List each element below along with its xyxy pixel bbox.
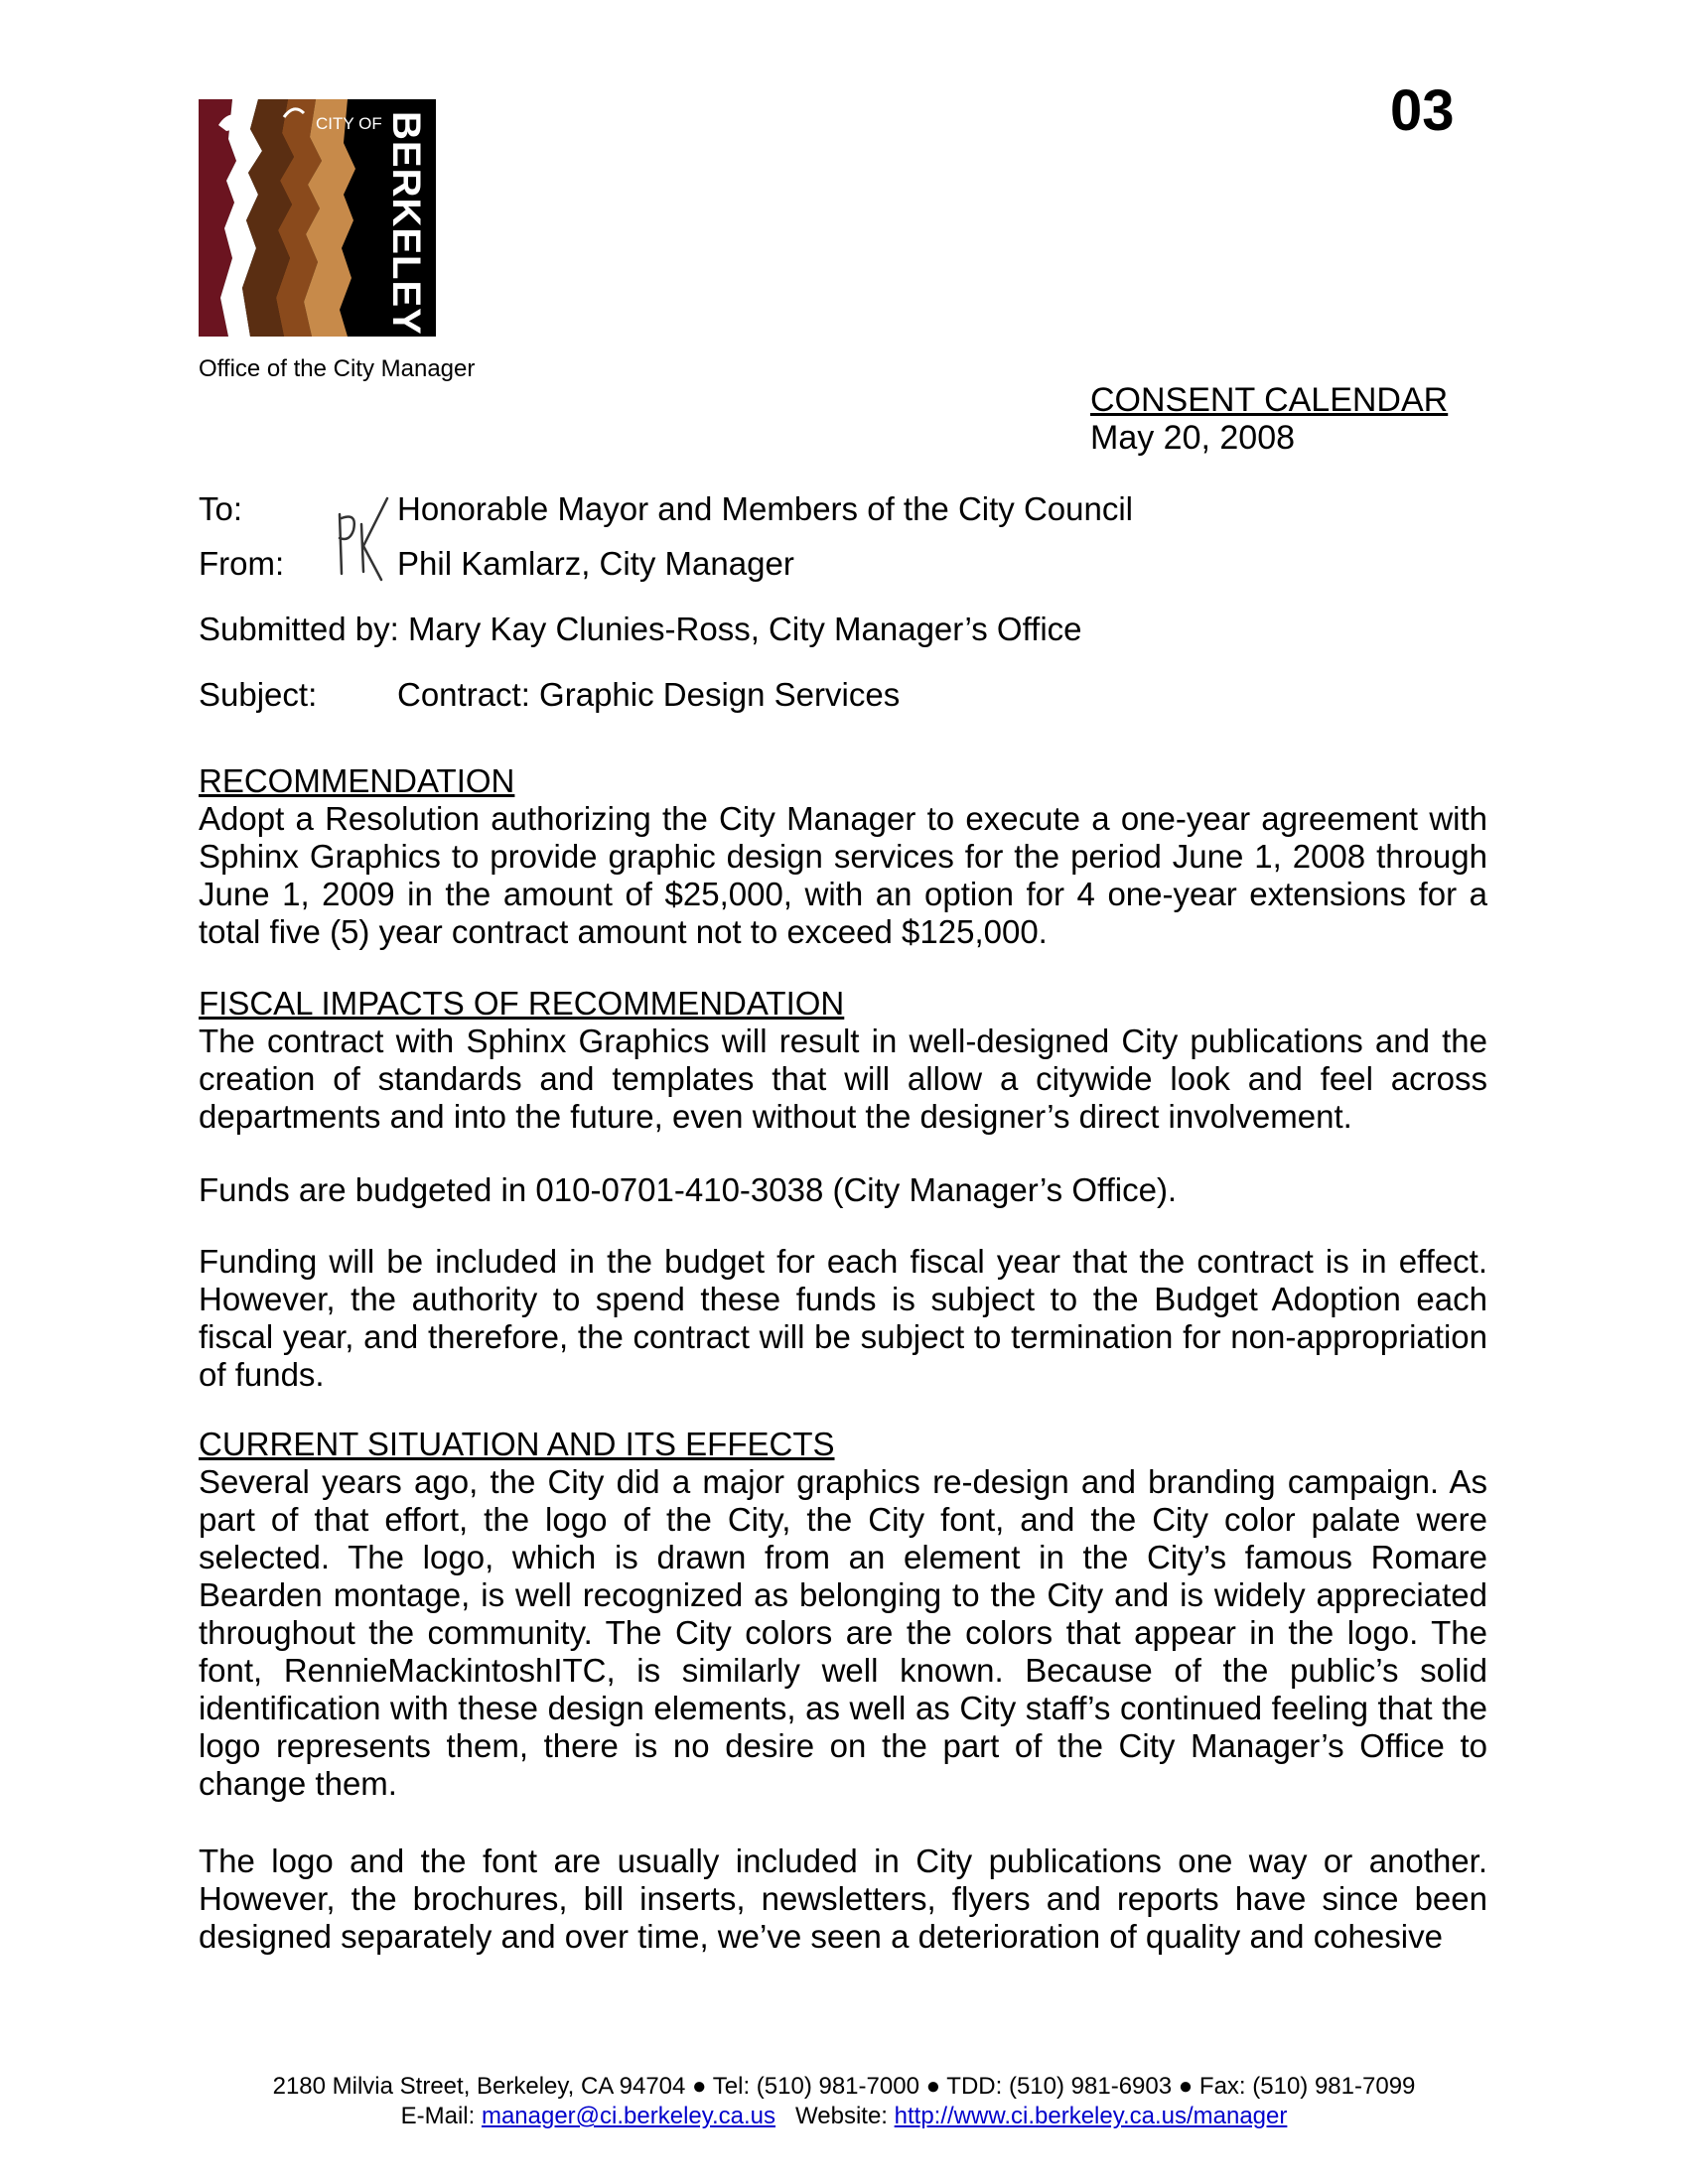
logo-text-large: BERKELEY: [384, 111, 428, 336]
footer-website-link[interactable]: http://www.ci.berkeley.ca.us/manager: [894, 2103, 1288, 2129]
current-situation-text: Several years ago, the City did a major graphics re-design and branding campaign. As part of that effort, the logo of the City, the City font, and the City color palate were selected. The logo, which is drawn from an element in the City’s famous Romare Bearden montage, is well recognized as belonging to the City and is widely appreciated throughout the community. The City colors are the colors that appear in the logo. The font, RennieMackintoshITC, is similarly well known. Because of the public’s solid identification with these design elements, as well as City staff’s continued feeling that the logo represents them, there is no desire on the part of the City Manager’s Office to change them.: [199, 1463, 1487, 1802]
recommendation-section: [199, 762, 1487, 951]
footer-email-label: E-Mail:: [400, 2103, 476, 2129]
footer-email-link[interactable]: manager@ci.berkeley.ca.us: [481, 2103, 776, 2129]
consent-date: May 20, 2008: [1090, 419, 1296, 457]
to-value: Honorable Mayor and Members of the City Council: [397, 490, 1134, 527]
footer: [0, 2072, 1688, 2131]
office-name: Office of the City Manager: [199, 355, 476, 382]
footer-website-label: Website:: [795, 2103, 888, 2129]
funding-paragraph: Funding will be included in the budget for each fiscal year that the contract is in effect. However, the authority to spend these funds is subject to the Budget Adoption each fiscal year, and therefore, the contract will be subject to termination for non-appropriation of funds.: [199, 1243, 1487, 1393]
recommendation-text: Adopt a Resolution authorizing the City Manager to execute a one-year agreement with Sphinx Graphics to provide graphic design services for the period June 1, 2008 through June 1, 2009 in the amount of $25,000, with an option for 4 one-year extensions for a total five (5) year contract amount not to exceed $125,000.: [199, 800, 1487, 950]
to-key: To:: [199, 490, 243, 527]
footer-contact: [0, 2102, 1688, 2131]
recommendation-heading: RECOMMENDATION: [199, 762, 515, 799]
from-key: From:: [199, 545, 285, 582]
funds-paragraph: Funds are budgeted in 010-0701-410-3038 (City Manager’s Office).: [199, 1171, 1178, 1208]
consent-block: [1090, 381, 1448, 457]
current-situation-section: [199, 1426, 1487, 1803]
subject-key: Subject:: [199, 676, 318, 713]
fiscal-impacts-section: [199, 985, 1487, 1136]
current-situation-heading: CURRENT SITUATION AND ITS EFFECTS: [199, 1426, 835, 1462]
signature-initials: [328, 494, 389, 584]
fiscal-impacts-heading: FISCAL IMPACTS OF RECOMMENDATION: [199, 985, 845, 1022]
subject-value: Contract: Graphic Design Services: [397, 676, 901, 713]
from-value: Phil Kamlarz, City Manager: [397, 545, 794, 582]
logo-text-small: CITY OF: [316, 114, 382, 133]
item-number: 03: [1390, 78, 1455, 143]
submitted-by-row: Submitted by: Mary Kay Clunies-Ross, City Manager’s Office: [199, 611, 1082, 647]
logo-font-paragraph: The logo and the font are usually included in City publications one way or another. However, the brochures, bill inserts, newsletters, flyers and reports have since been designed separately and over time, we’ve seen a deterioration of quality and cohesive: [199, 1843, 1487, 1955]
fiscal-impacts-text: The contract with Sphinx Graphics will result in well-designed City publications and the creation of standards and templates that will allow a citywide look and feel across departments and into the future, even without the designer’s direct involvement.: [199, 1023, 1487, 1135]
footer-address: 2180 Milvia Street, Berkeley, CA 94704 ● Tel: (510) 981-7000 ● TDD: (510) 981-6903 ● Fax: (510) 981-7099: [272, 2073, 1416, 2100]
consent-label: CONSENT CALENDAR: [1090, 381, 1449, 419]
city-of-berkeley-logo: [199, 99, 436, 337]
